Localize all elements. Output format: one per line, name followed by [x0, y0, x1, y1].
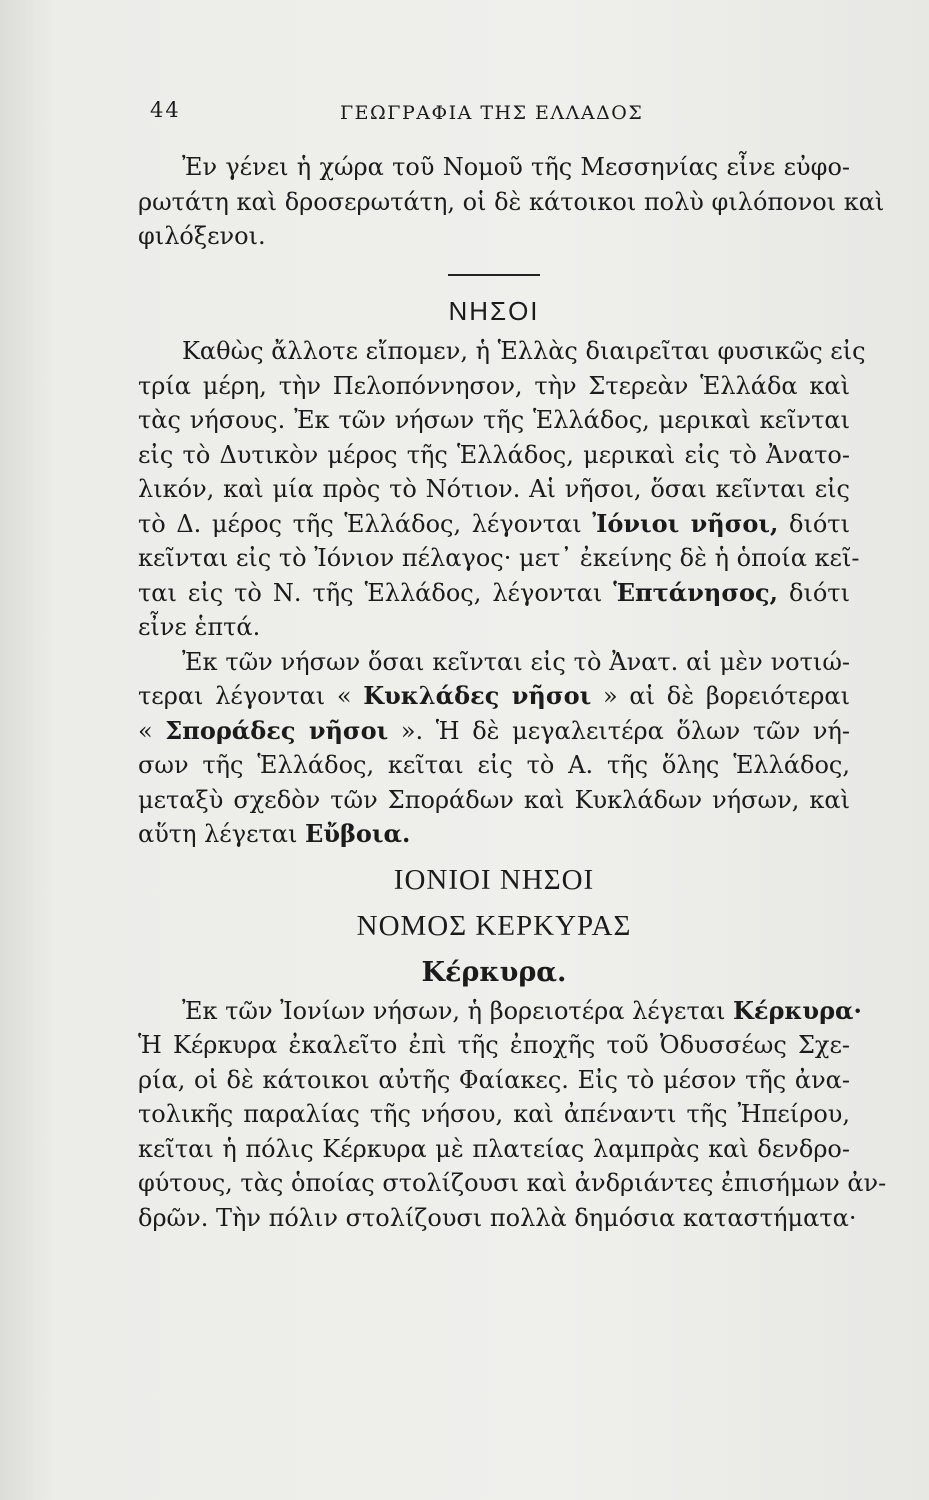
text-line [138, 817, 850, 852]
text-run: διότι [778, 509, 850, 538]
text-line: φύτους, τὰς ὁποίας στολίζουσι καὶ ἀνδριάντες ἐπισήμων ἀν- [138, 1169, 887, 1197]
text-line: κεῖται ἡ πόλις Κέρκυρα μὲ πλατείας λαμπρὰς καὶ δενδρο- [138, 1134, 850, 1163]
text-run: » αἱ δὲ βορειότεραι [591, 682, 850, 710]
text-run: ». Ἡ δὲ μεγαλειτέρα ὅλων τῶν νή- [388, 716, 850, 745]
bold-term: Κυκλάδες νῆσοι [363, 681, 592, 710]
text-line: ρία, οἱ δὲ κάτοικοι αὐτῆς Φαίακες. Εἰς τὸ μέσον τῆς ἀνα- [138, 1065, 850, 1094]
text-run: ται εἰς τὸ Ν. τῆς Ἑλλάδος, λέγονται [138, 578, 614, 607]
text-run: τὸ Δ. μέρος τῆς Ἑλλάδος, λέγονται [138, 509, 593, 538]
heading-nomos-kerkyras: ΝΟΜΟΣ ΚΕΡΚΥΡΑΣ [356, 909, 632, 942]
bold-term: Σποράδες νῆσοι [165, 715, 389, 745]
paragraph-aegean [138, 645, 850, 852]
text-line: εἰς τὸ Δυτικὸν μέρος τῆς Ἑλλάδος, μερικαὶ εἰς τὸ Ἀνατο- [138, 440, 850, 469]
text-line: δρῶν. Τὴν πόλιν στολίζουσι πολλὰ δημόσια καταστήματα· [138, 1203, 857, 1232]
text-line [138, 576, 850, 611]
text-run: τεραι λέγονται « [138, 682, 364, 710]
text-line: Καθὼς ἄλλοτε εἴπομεν, ἡ Ἑλλὰς διαιρεῖται φυσικῶς εἰς [182, 337, 866, 365]
text-line: εἶνε ἑπτά. [138, 613, 261, 641]
text-line: κεῖνται εἰς τὸ Ἰόνιον πέλαγος· μετ᾽ ἐκείνης δὲ ἡ ὁποία κεῖ- [138, 544, 860, 572]
text-line: ρωτάτη καὶ δροσερωτάτη, οἱ δὲ κάτοικοι πολὺ φιλόπονοι καὶ [138, 187, 885, 216]
paragraph-islands [138, 334, 866, 645]
page-body [138, 150, 887, 1235]
subheading-kerkyra: Κέρκυρα. [421, 956, 567, 988]
text-run: διότι [778, 578, 850, 607]
text-line: σων τῆς Ἑλλάδος, κεῖται εἰς τὸ Α. τῆς ὅλης Ἑλλάδος, [138, 751, 850, 779]
text-run: αὕτη λέγεται [138, 820, 306, 848]
bold-term: Εὔβοια. [305, 819, 411, 848]
text-line: λικόν, καὶ μία πρὸς τὸ Νότιον. Αἱ νῆσοι, ὅσαι κεῖνται εἰς [138, 475, 850, 503]
paragraph-kerkyra [138, 994, 887, 1236]
text-line: φιλόξενοι. [138, 222, 266, 250]
text-line: Ἐκ τῶν νήσων ὅσαι κεῖνται εἰς τὸ Ἀνατ. αἱ μὲν νοτιώ- [182, 647, 850, 676]
page-number: 44 [150, 98, 181, 122]
text-run: Ἐκ τῶν Ἰονίων νήσων, ἡ βορειοτέρα λέγεται [182, 996, 734, 1025]
text-line [138, 507, 850, 542]
section-heading: ΝΗΣΟΙ [448, 295, 540, 326]
text-line [138, 679, 850, 714]
heading-ionian-islands: ΙΟΝΙΟΙ ΝΗΣΟΙ [393, 863, 595, 896]
paragraph-messinia [138, 150, 885, 254]
bold-term: Ἑπτάνησος, [613, 577, 779, 607]
section-divider [448, 274, 540, 276]
bold-term: Ἰόνιοι νῆσοι, [592, 508, 779, 538]
text-line: Ἐν γένει ἡ χώρα τοῦ Νομοῦ τῆς Μεσσηνίας εἶνε εὐφο- [182, 153, 850, 181]
text-line: τρία μέρη, τὴν Πελοπόννησον, τὴν Στερεὰν Ἑλλάδα καὶ [138, 371, 850, 400]
text-run: « [138, 716, 166, 745]
bold-term: Κέρκυρα· [733, 995, 862, 1025]
running-title: ΓΕΩΓΡΑΦΙΑ ΤΗΣ ΕΛΛΑΔΟΣ [340, 102, 644, 124]
text-line [138, 714, 850, 749]
text-line: τὰς νήσους. Ἐκ τῶν νήσων τῆς Ἑλλάδος, μερικαὶ κεῖνται [138, 406, 850, 434]
text-line: τολικῆς παραλίας τῆς νήσου, καὶ ἀπέναντι τῆς Ἠπείρου, [138, 1100, 850, 1128]
text-line: Ἡ Κέρκυρα ἐκαλεῖτο ἐπὶ τῆς ἐποχῆς τοῦ Ὀδυσσέως Σχε- [138, 1031, 850, 1059]
text-line [138, 994, 862, 1029]
text-line: μεταξὺ σχεδὸν τῶν Σποράδων καὶ Κυκλάδων νήσων, καὶ [138, 785, 850, 814]
